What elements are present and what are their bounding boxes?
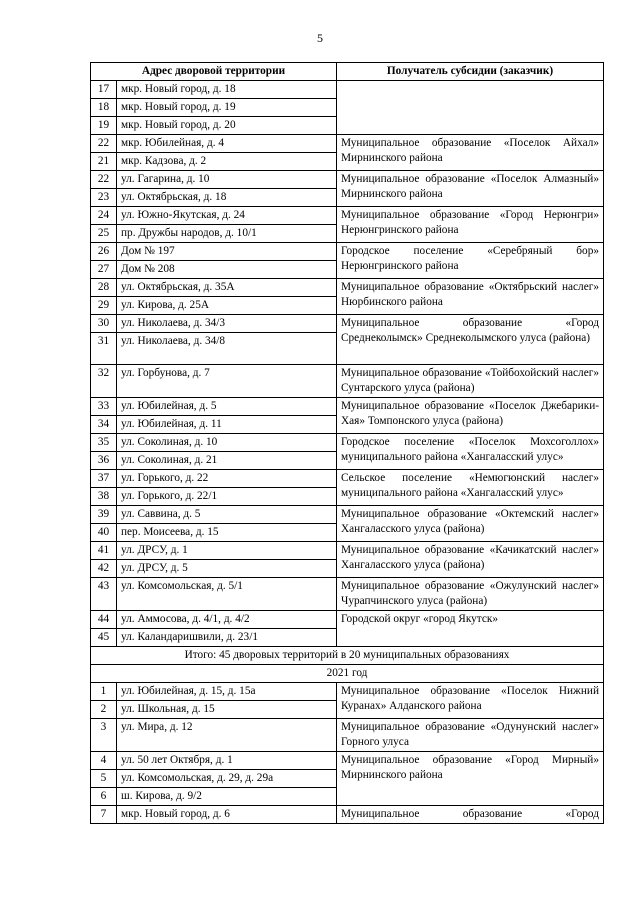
row-number: 25 [91, 225, 117, 243]
row-address: ул. Каландаришвили, д. 23/1 [117, 629, 337, 647]
row-number: 44 [91, 611, 117, 629]
row-number: 35 [91, 434, 117, 452]
table-row [91, 611, 604, 629]
row-number: 4 [91, 752, 117, 770]
row-number: 29 [91, 297, 117, 315]
row-address: пр. Дружбы народов, д. 10/1 [117, 225, 337, 243]
page-number: 5 [317, 31, 323, 45]
row-number: 17 [91, 81, 117, 99]
row-recipient: Муниципальное образование «Город Среднеколымск» Среднеколымского улуса (района) [337, 315, 604, 365]
row-address: ш. Кирова, д. 9/2 [117, 788, 337, 806]
row-address: ул. Горбунова, д. 7 [117, 365, 337, 398]
row-address: мкр. Юбилейная, д. 4 [117, 135, 337, 153]
table-row [91, 683, 604, 701]
table-row [91, 398, 604, 416]
row-recipient: Муниципальное образование «Город Нерюнгри» Нерюнгринского района [337, 207, 604, 243]
address-header: Адрес дворовой территории [91, 63, 337, 81]
recipient-header: Получатель субсидии (заказчик) [337, 63, 604, 81]
row-address: ул. Николаева, д. 34/8 [117, 333, 337, 365]
row-address: ул. Юбилейная, д. 5 [117, 398, 337, 416]
row-number: 23 [91, 189, 117, 207]
row-number: 36 [91, 452, 117, 470]
row-address: ул. Кирова, д. 25А [117, 297, 337, 315]
row-number: 37 [91, 470, 117, 488]
table-row [91, 542, 604, 560]
row-recipient: Городское поселение «Серебряный бор» Нерюнгринского района [337, 243, 604, 279]
table-row [91, 243, 604, 261]
row-address: ул. Школьная, д. 15 [117, 701, 337, 719]
row-address: ул. Южно-Якутская, д. 24 [117, 207, 337, 225]
table-row [91, 207, 604, 225]
row-number: 34 [91, 416, 117, 434]
row-address: ул. Октябрьская, д. 18 [117, 189, 337, 207]
row-number: 7 [91, 806, 117, 824]
table-row [91, 279, 604, 297]
total-text: Итого: 45 дворовых территорий в 20 муниципальных образованиях [91, 647, 604, 665]
row-address: ул. Комсомольская, д. 29, д. 29а [117, 770, 337, 788]
row-address: ул. Юбилейная, д. 11 [117, 416, 337, 434]
row-number: 28 [91, 279, 117, 297]
table-row [91, 719, 604, 752]
row-number: 22 [91, 135, 117, 153]
row-number: 31 [91, 333, 117, 365]
year-row [91, 665, 604, 683]
row-recipient: Муниципальное образование «Октемский наслег» Хангаласского улуса (района) [337, 506, 604, 542]
row-address: мкр. Новый город, д. 18 [117, 81, 337, 99]
row-number: 39 [91, 506, 117, 524]
row-address: ул. Саввина, д. 5 [117, 506, 337, 524]
row-address: ул. Николаева, д. 34/3 [117, 315, 337, 333]
table-row [91, 81, 604, 99]
row-address: мкр. Кадзова, д. 2 [117, 153, 337, 171]
row-address: ул. Гагарина, д. 10 [117, 171, 337, 189]
row-address: Дом № 208 [117, 261, 337, 279]
row-number: 27 [91, 261, 117, 279]
row-address: ул. ДРСУ, д. 5 [117, 560, 337, 578]
row-recipient: Муниципальное образование «Поселок Айхал» Мирнинского района [337, 135, 604, 171]
table-row [91, 434, 604, 452]
year-heading: 2021 год [91, 665, 604, 683]
row-number: 5 [91, 770, 117, 788]
row-recipient: Муниципальное образование «Тойбохойский наслег» Сунтарского улуса (района) [337, 365, 604, 398]
table-row [91, 806, 604, 824]
table-row [91, 171, 604, 189]
row-address: ул. Горького, д. 22 [117, 470, 337, 488]
row-recipient: Муниципальное образование «Ожулунский наслег» Чурапчинского улуса (района) [337, 578, 604, 611]
row-recipient: Муниципальное образование «Поселок Нижний Куранах» Алданского района [337, 683, 604, 719]
table-row [91, 506, 604, 524]
row-address: ул. Горького, д. 22/1 [117, 488, 337, 506]
row-recipient: Городское поселение «Поселок Мохсоголлох» муниципального района «Хангаласский улус» [337, 434, 604, 470]
row-address: ул. Соколиная, д. 10 [117, 434, 337, 452]
row-address: ул. ДРСУ, д. 1 [117, 542, 337, 560]
row-address: мкр. Новый город, д. 6 [117, 806, 337, 824]
row-number: 26 [91, 243, 117, 261]
table-row [91, 578, 604, 611]
row-number: 18 [91, 99, 117, 117]
table-row [91, 135, 604, 153]
row-number: 43 [91, 578, 117, 611]
row-number: 41 [91, 542, 117, 560]
row-number: 2 [91, 701, 117, 719]
row-address: Дом № 197 [117, 243, 337, 261]
row-address: мкр. Новый город, д. 20 [117, 117, 337, 135]
row-number: 1 [91, 683, 117, 701]
row-number: 30 [91, 315, 117, 333]
table-row [91, 365, 604, 398]
row-address: мкр. Новый город, д. 19 [117, 99, 337, 117]
table-header-row [91, 63, 604, 81]
row-recipient-empty [337, 81, 604, 135]
row-number: 33 [91, 398, 117, 416]
total-row [91, 647, 604, 665]
table-row [91, 315, 604, 333]
row-recipient: Сельское поселение «Немюгюнский наслег» муниципального района «Хангаласский улус» [337, 470, 604, 506]
row-recipient: Муниципальное образование «Октябрьский наслег» Нюрбинского района [337, 279, 604, 315]
row-address: ул. Аммосова, д. 4/1, д. 4/2 [117, 611, 337, 629]
subsidy-table [90, 62, 604, 824]
row-address: ул. Октябрьская, д. 35А [117, 279, 337, 297]
table-row [91, 470, 604, 488]
row-number: 24 [91, 207, 117, 225]
row-recipient: Городской округ «город Якутск» [337, 611, 604, 647]
table-row [91, 752, 604, 770]
row-number: 38 [91, 488, 117, 506]
row-recipient: Муниципальное образование «Качикатский наслег» Хангаласского улуса (района) [337, 542, 604, 578]
row-recipient: Муниципальное образование «Поселок Джебарики-Хая» Томпонского улуса (района) [337, 398, 604, 434]
row-number: 19 [91, 117, 117, 135]
row-address: ул. Мира, д. 12 [117, 719, 337, 752]
row-number: 45 [91, 629, 117, 647]
row-number: 6 [91, 788, 117, 806]
row-recipient: Муниципальное образование «Одунунский наслег» Горного улуса [337, 719, 604, 752]
row-number: 3 [91, 719, 117, 752]
row-number: 32 [91, 365, 117, 398]
row-address: ул. 50 лет Октября, д. 1 [117, 752, 337, 770]
row-recipient: Муниципальное образование «Город Мирный» Мирнинского района [337, 752, 604, 806]
row-address: ул. Комсомольская, д. 5/1 [117, 578, 337, 611]
row-address: ул. Соколиная, д. 21 [117, 452, 337, 470]
row-recipient: Муниципальное образование «Поселок Алмазный» Мирнинского района [337, 171, 604, 207]
row-number: 22 [91, 171, 117, 189]
row-address: пер. Моисеева, д. 15 [117, 524, 337, 542]
row-address: ул. Юбилейная, д. 15, д. 15а [117, 683, 337, 701]
row-recipient: Муниципальное образование «Город [337, 806, 604, 824]
row-number: 21 [91, 153, 117, 171]
row-number: 40 [91, 524, 117, 542]
row-number: 42 [91, 560, 117, 578]
